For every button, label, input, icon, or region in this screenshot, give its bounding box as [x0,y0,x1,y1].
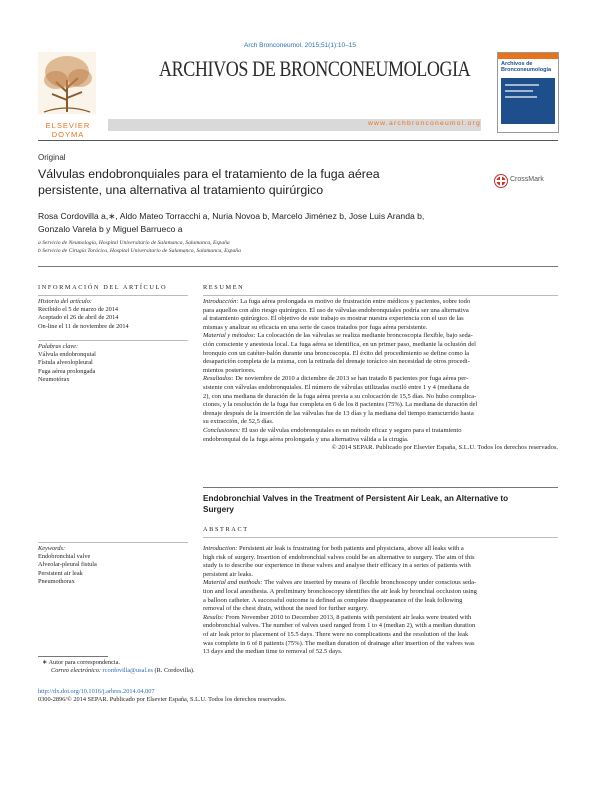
article-title-line1: Válvulas endobronquiales para el tratamiento de la fuga aérea [38,167,380,181]
keywords-en-label: Keywords: [38,545,66,552]
abstract-text [203,545,558,657]
resumen-conclusions: Conclusiones: El uso de válvulas endobronquiales es un método eficaz y seguro para el tratamiento endobronquial de la fuga aérea prolongada y una alternativa válida a la cirugía. [203,426,462,443]
elsevier-tree-icon [38,52,96,114]
resumen-copyright: © 2014 SEPAR. Publicado por Elsevier España, S.L.U. Todos los derechos reservados. [331,444,558,452]
publisher-name: ELSEVIER DOYMA [45,121,91,139]
elsevier-logo [38,52,96,139]
article-history [38,298,188,331]
authors-line1: Rosa Cordovilla a,∗, Aldo Mateo Torracchi a, Nuria Novoa b, Marcelo Jiménez b, Jose Luis Aranda b, [38,211,425,221]
citation[interactable]: Arch Bronconeumol. 2015;51(1):10–15 [243,42,357,49]
received-date: Recibido el 5 de marzo de 2014 [38,306,119,314]
history-label: Historia del artículo: [38,298,92,305]
english-title: Endobronchial Valves in the Treatment of Persistent Air Leak, an Alternative to Surgery [203,494,509,514]
keyword: Endobronchial valve [38,553,91,561]
article-title [38,167,478,198]
affiliations [38,240,558,255]
online-date: On-line el 11 de noviembre de 2014 [38,322,129,330]
doi-link[interactable]: http://dx.doi.org/10.1016/j.arbres.2014.04.007 [38,688,155,695]
email-link[interactable]: rcordovilla@usal.es [102,667,153,675]
authors-line2: Gonzalo Varela b y Miguel Barrueco a [38,223,183,234]
crossmark-icon [494,174,508,188]
resumen-intro: Introducción: La fuga aérea prolongada es motivo de frustración entre médicos y pacientes, sobre todo para aquellos con alto riesgo quirúrgico. El uso de válvulas endobronquiales podría ser una alternativa al tratamiento quirúrgico. El objetivo de este trabajo es mostrar nuestra experiencia con el uso de las mismas y analizar su eficacia en una serie de casos tratados por fuga aérea persistente. [203,298,471,331]
keyword: Fuga aérea prolongada [38,367,96,375]
website-link[interactable]: www.archbronconeumol.org [367,120,481,127]
abstract-results: Results: From November 2010 to December 2013, 8 patients with persistent air leaks were treated with endobronchial valves. The number of valves used ranged from 1 to 4 (median 2), with a median duration of air leak prior to placement of 15.5 days. There were no complications and the resolution of the leak was complete in 6 of 8 patients (75%). The median duration of drainage after insertion of the valves was 13 days and the median time to removal of 52.5 days. [203,613,476,656]
article-type: Original [38,153,66,162]
accepted-date: Aceptado el 26 de abril de 2014 [38,314,119,322]
keyword: Pneumothorax [38,577,75,585]
corresponding-author: ∗ Autor para correspondencia. [42,659,121,666]
keyword: Alveolar-pleural fistula [38,561,97,569]
keywords-en [38,545,188,586]
keywords-label: Palabras clave: [38,343,79,350]
keyword: Fístula alveolopleural [38,359,93,367]
abstract-intro: Introduction: Persistent air leak is frustrating for both patients and physicians, above all leaks with a high risk of surgery. Insertion of endobronchial valves could be an alternative to surgery. The aim of this study is to describe our experience in these valves and analyse their efficacy in a series of patients with persistent air leaks. [203,545,475,578]
resumen-text [203,298,558,453]
crossmark-label: CrossMark [510,176,544,183]
abstract-heading: ABSTRACT [203,526,249,533]
keyword: Persistent air leak [38,569,83,577]
article-title-line2: persistente, una alternativa al tratamiento quirúrgico [38,182,324,197]
resumen-methods: Material y métodos: La colocación de las válvulas se realiza mediante broncoscopia flexible, bajo seda- ción consciente y anestesia local. La fuga aérea se identifica, en un primer paso, mediante la oclusión del bronquio con un catéter-balón durante una broncoscopia. El éxito del procedimiento se define como la desaparición completa de la misma, con la retirada del drenaje torácico sin necesidad de otros procedi- mientos posteriores. [203,332,476,374]
doi-block [38,688,558,704]
resumen-heading: RESUMEN [203,284,245,291]
affiliation-b: b Servicio de Cirugía Torácica, Hospital Universitario de Salamanca, Salamanca, España [38,247,241,254]
journal-title: ARCHIVOS DE BRONCONEUMOLOGIA [159,56,471,81]
journal-cover [497,52,559,133]
resumen-results: Resultados: De noviembre de 2010 a diciembre de 2013 se han tratado 8 pacientes por fuga aérea per- sistente con válvulas endobronquiales. El número de válvulas utilizadas osciló entre 1 y 4 (mediana de 2), con una mediana de duración de la fuga aérea previa a su colocación de 15,5 días. No hubo complica- ciones, y la resolución de la fuga fue completa en 6 de los 8 pacientes (75%). La mediana de duración del drenaje después de la inserción de las válvulas fue de 13 días y la mediana del tiempo transcurrido hasta su extracción, de 52,5 días. [203,375,478,426]
footnote [38,659,558,675]
email-name: (R. Cordovilla). [152,667,195,675]
crossmark-badge[interactable] [494,172,562,190]
affiliation-a: a Servicio de Neumología, Hospital Universitario de Salamanca, Salamanca, España [38,240,230,246]
keyword: Neumotórax [38,375,70,383]
cover-title: Archivos de Bronconeumología [501,61,552,73]
abstract-methods: Material and methods: The valves are inserted by means of flexible bronchoscopy under conscious seda- tion and local anesthesia. A preliminary bronchoscopy identifies the air leak by bronchial occlusion using a balloon catheter. A successful outcome is defined as complete disappearance of the leak following removal of the chest drain, without the need for further surgery. [203,579,477,613]
authors [38,210,558,235]
keyword: Válvula endobronquial [38,351,96,359]
keywords-es [38,343,188,384]
info-heading: INFORMACIÓN DEL ARTÍCULO [38,284,168,291]
issn-line: 0300-2896/© 2014 SEPAR. Publicado por Elsevier España, S.L.U. Todos los derechos reservados. [38,696,287,704]
email-label: Correo electrónico: [51,667,101,675]
